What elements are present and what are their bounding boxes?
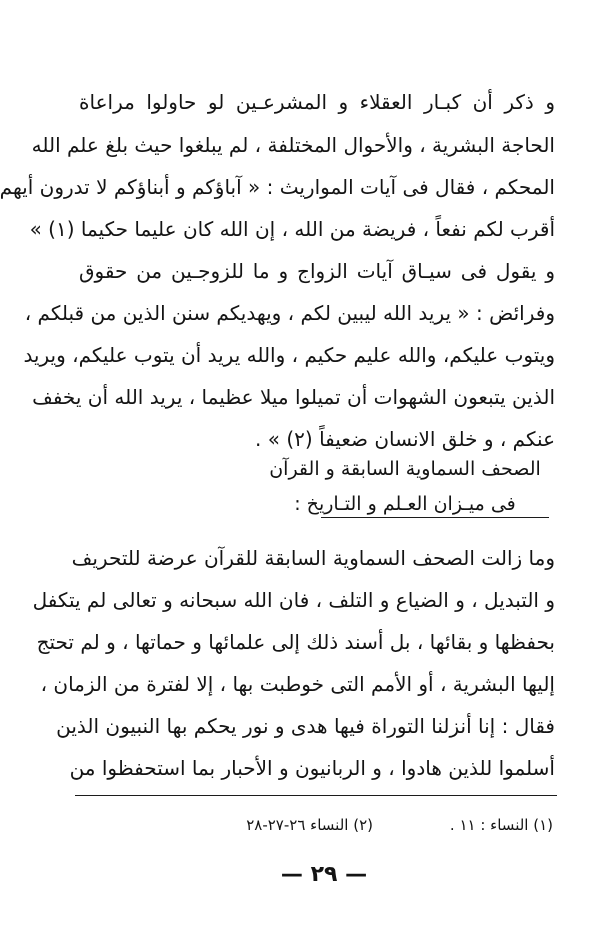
text-line: فقال : إنا أنزلنا التوراة فيها هدى و نور يحكم بها النبيون الذين (56, 714, 555, 738)
text-line: و ذكر أن كبـار العقلاء و المشرعـين لو حاولوا مراعاة (79, 90, 555, 114)
text-line: ويتوب عليكم، والله عليم حكيم ، والله يريد أن يتوب عليكم، ويريد (23, 343, 555, 367)
text-line: المحكم ، فقال فى آيات المواريث : « آباؤكم و أبناؤكم لا تدرون أيهم (0, 175, 555, 199)
footnote-1: (١) النساء : ١١ . (449, 816, 553, 834)
text-line: أسلموا للذين هادوا ، و الربانيون و الأحبار بما استحفظوا من (69, 756, 555, 780)
text-line: و يقول فى سيـاق آيات الزواج و ما للزوجـين من حقوق (79, 259, 555, 283)
text-line: بحفظها و بقائها ، بل أسند ذلك إلى علمائها و حماتها ، و لم تحتج (36, 630, 555, 654)
heading-underline (321, 517, 549, 518)
text-line: الحاجة البشرية ، والأحوال المختلفة ، لم يبلغوا حيث بلغ علم الله (31, 133, 555, 157)
heading-line-1: الصحف السماوية السابقة و القرآن (269, 458, 541, 480)
text-line: و التبديل ، و الضياع و التلف ، فان الله سبحانه و تعالى لم يتكفل (32, 588, 555, 612)
text-line: عنكم ، و خلق الانسان ضعيفاً (٢) » . (255, 427, 555, 451)
text-line: إليها البشرية ، أو الأمم التى خوطبت بها ، إلا لفترة من الزمان ، (40, 672, 555, 696)
text-line: وفرائض : « يريد الله ليبين لكم ، ويهديكم سنن الذين من قبلكم ، (24, 301, 555, 325)
text-line: الذين يتبعون الشهوات أن تميلوا ميلا عظيما ، يريد الله أن يخفف (32, 385, 555, 409)
footnote-separator (75, 795, 557, 796)
heading-line-2: فى ميـزان العـلم و التـاريخ : (294, 493, 516, 515)
text-line: وما زالت الصحف السماوية السابقة للقرآن عرضة للتحريف (71, 546, 555, 570)
page-number: — ٢٩ — (280, 862, 368, 887)
text-line: أقرب لكم نفعاً ، فريضة من الله ، إن الله كان عليما حكيما (١) » (29, 217, 555, 241)
footnote-2: (٢) النساء ٢٦-٢٧-٢٨ (246, 816, 373, 834)
